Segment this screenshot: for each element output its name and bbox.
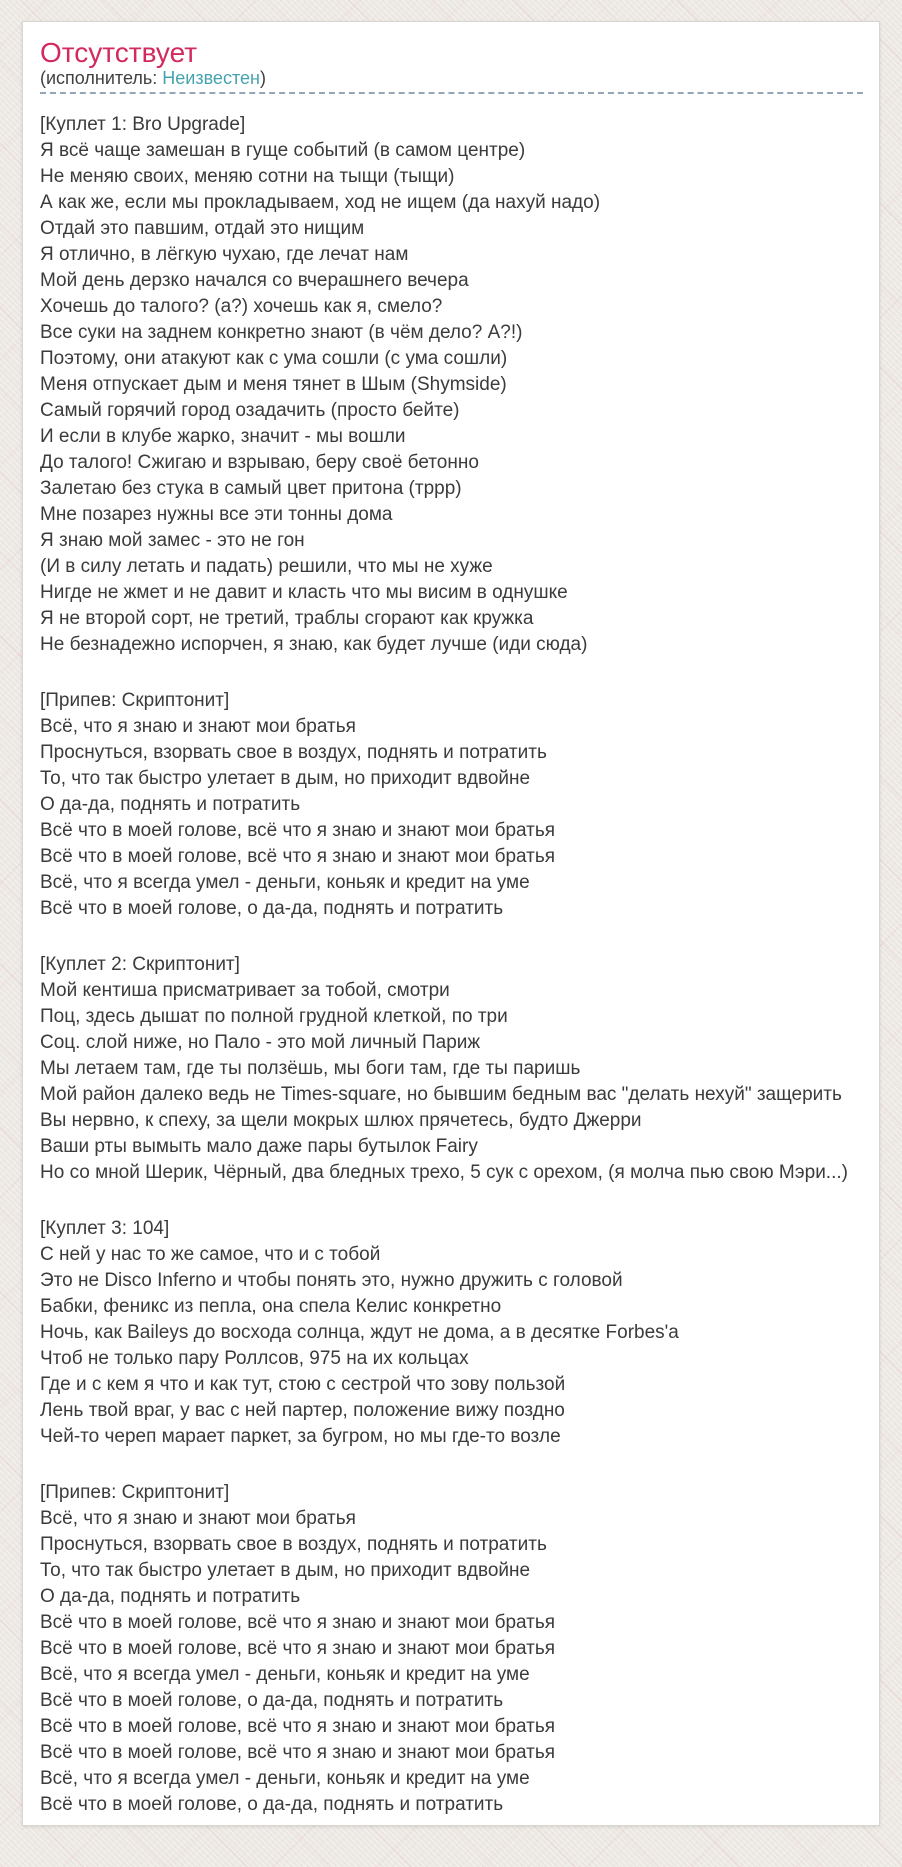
lyric-line: До талого! Сжигаю и взрываю, беру своё бетонно [40, 452, 479, 473]
lyric-line: О да-да, поднять и потратить [40, 794, 301, 815]
artist-line [40, 68, 863, 88]
lyric-line: Все суки на заднем конкретно знают (в чём дело? А?!) [40, 322, 523, 343]
lyric-line: Бабки, феникс из пепла, она спела Келис конкретно [40, 1296, 502, 1317]
artist-link[interactable]: Неизвестен [162, 68, 260, 88]
lyric-line: То, что так быстро улетает в дым, но приходит вдвойне [40, 1560, 531, 1581]
lyric-line: Всё, что я знаю и знают мои братья [40, 716, 356, 737]
lyric-line: Хочешь до талого? (а?) хочешь как я, смело? [40, 296, 443, 317]
lyrics-section [40, 688, 863, 922]
lyrics [40, 112, 863, 1818]
lyric-line: Отдай это павшим, отдай это нищим [40, 218, 365, 239]
lyric-line: Всё, что я всегда умел - деньги, коньяк и кредит на уме [40, 1768, 530, 1789]
lyric-line: Всё что в моей голове, всё что я знаю и знают мои братья [40, 1716, 556, 1737]
artist-label-suffix: ) [259, 68, 266, 88]
lyric-line: Проснуться, взорвать свое в воздух, поднять и потратить [40, 742, 547, 763]
lyric-line: Вы нервно, к спеху, за щели мокрых шлюх прячетесь, будто Джерри [40, 1110, 642, 1131]
lyric-line: Соц. слой ниже, но Пало - это мой личный Париж [40, 1032, 481, 1053]
lyric-line: Я знаю мой замес - это не гон [40, 530, 305, 551]
lyrics-section [40, 1480, 863, 1818]
lyric-line: Не безнадежно испорчен, я знаю, как будет лучше (иди сюда) [40, 634, 588, 655]
lyric-line: Чей-то череп марает паркет, за бугром, но мы где-то возле [40, 1426, 561, 1447]
lyric-line: Но со мной Шерик, Чёрный, два бледных трехо, 5 сук с орехом, (я молча пью свою Мэри...) [40, 1162, 848, 1183]
lyric-line: Поц, здесь дышат по полной грудной клеткой, по три [40, 1006, 508, 1027]
lyric-line: То, что так быстро улетает в дым, но приходит вдвойне [40, 768, 531, 789]
lyric-line: Я отлично, в лёгкую чухаю, где лечат нам [40, 244, 409, 265]
lyric-line: Чтоб не только пару Роллсов, 975 на их кольцах [40, 1348, 469, 1369]
lyric-line: Поэтому, они атакуют как с ума сошли (с ума сошли) [40, 348, 508, 369]
lyric-line: Мой день дерзко начался со вчерашнего вечера [40, 270, 469, 291]
lyric-line: Мы летаем там, где ты ползёшь, мы боги там, где ты паришь [40, 1058, 581, 1079]
lyric-line: Лень твой враг, у вас с ней партер, положение вижу поздно [40, 1400, 565, 1421]
lyric-line: Это не Disco Inferno и чтобы понять это, нужно дружить с головой [40, 1270, 623, 1291]
lyric-line: Всё что в моей голове, всё что я знаю и знают мои братья [40, 846, 556, 867]
lyric-line: Всё, что я всегда умел - деньги, коньяк и кредит на уме [40, 1664, 530, 1685]
lyric-line: Мой район далеко ведь не Times-square, но бывшим бедным вас "делать нехуй" защерить [40, 1084, 842, 1105]
lyric-line: Всё, что я знаю и знают мои братья [40, 1508, 356, 1529]
page-title: Отсутствует [40, 37, 198, 68]
lyric-line: Мой кентиша присматривает за тобой, смотри [40, 980, 450, 1001]
lyrics-card [22, 21, 880, 1826]
lyric-line: (И в силу летать и падать) решили, что мы не хуже [40, 556, 493, 577]
artist-label-prefix: (исполнитель: [40, 68, 163, 88]
lyrics-section [40, 1216, 863, 1450]
lyric-line: И если в клубе жарко, значит - мы вошли [40, 426, 406, 447]
section-header: [Куплет 1: Bro Upgrade] [40, 114, 246, 135]
lyric-line: Где и с кем я что и как тут, стою с сестрой что зову пользой [40, 1374, 566, 1395]
lyric-line: Всё что в моей голове, о да-да, поднять и потратить [40, 898, 504, 919]
lyric-line: Всё что в моей голове, всё что я знаю и знают мои братья [40, 1612, 556, 1633]
lyric-line: Ночь, как Baileys до восхода солнца, ждут не дома, а в десятке Forbes'а [40, 1322, 679, 1343]
lyric-line: Залетаю без стука в самый цвет притона (тррр) [40, 478, 462, 499]
lyric-line: Ваши рты вымыть мало даже пары бутылок Fairy [40, 1136, 478, 1157]
lyric-line: О да-да, поднять и потратить [40, 1586, 301, 1607]
lyric-line: Меня отпускает дым и меня тянет в Шым (Shymside) [40, 374, 507, 395]
lyric-line: Не меняю своих, меняю сотни на тыщи (тыщи) [40, 166, 455, 187]
lyric-line: Самый горячий город озадачить (просто бейте) [40, 400, 460, 421]
lyric-line: Мне позарез нужны все эти тонны дома [40, 504, 393, 525]
lyrics-section [40, 112, 863, 658]
lyric-line: Проснуться, взорвать свое в воздух, поднять и потратить [40, 1534, 547, 1555]
lyric-line: С ней у нас то же самое, что и с тобой [40, 1244, 381, 1265]
section-header: [Куплет 3: 104] [40, 1218, 170, 1239]
section-header: [Куплет 2: Скриптонит] [40, 954, 240, 975]
section-header: [Припев: Скриптонит] [40, 690, 230, 711]
lyric-line: Всё, что я всегда умел - деньги, коньяк и кредит на уме [40, 872, 530, 893]
lyric-line: Всё что в моей голове, о да-да, поднять и потратить [40, 1690, 504, 1711]
lyric-line: Всё что в моей голове, всё что я знаю и знают мои братья [40, 1638, 556, 1659]
lyric-line: Всё что в моей голове, о да-да, поднять и потратить [40, 1794, 504, 1815]
section-header: [Припев: Скриптонит] [40, 1482, 230, 1503]
lyrics-section [40, 952, 863, 1186]
lyric-line: Я всё чаще замешан в гуще событий (в самом центре) [40, 140, 526, 161]
lyric-line: Нигде не жмет и не давит и класть что мы висим в однушке [40, 582, 568, 603]
lyric-line: А как же, если мы прокладываем, ход не ищем (да нахуй надо) [40, 192, 601, 213]
lyric-line: Всё что в моей голове, всё что я знаю и знают мои братья [40, 820, 556, 841]
dashed-separator [40, 92, 863, 94]
lyric-line: Я не второй сорт, не третий, траблы сгорают как кружка [40, 608, 534, 629]
lyric-line: Всё что в моей голове, всё что я знаю и знают мои братья [40, 1742, 556, 1763]
